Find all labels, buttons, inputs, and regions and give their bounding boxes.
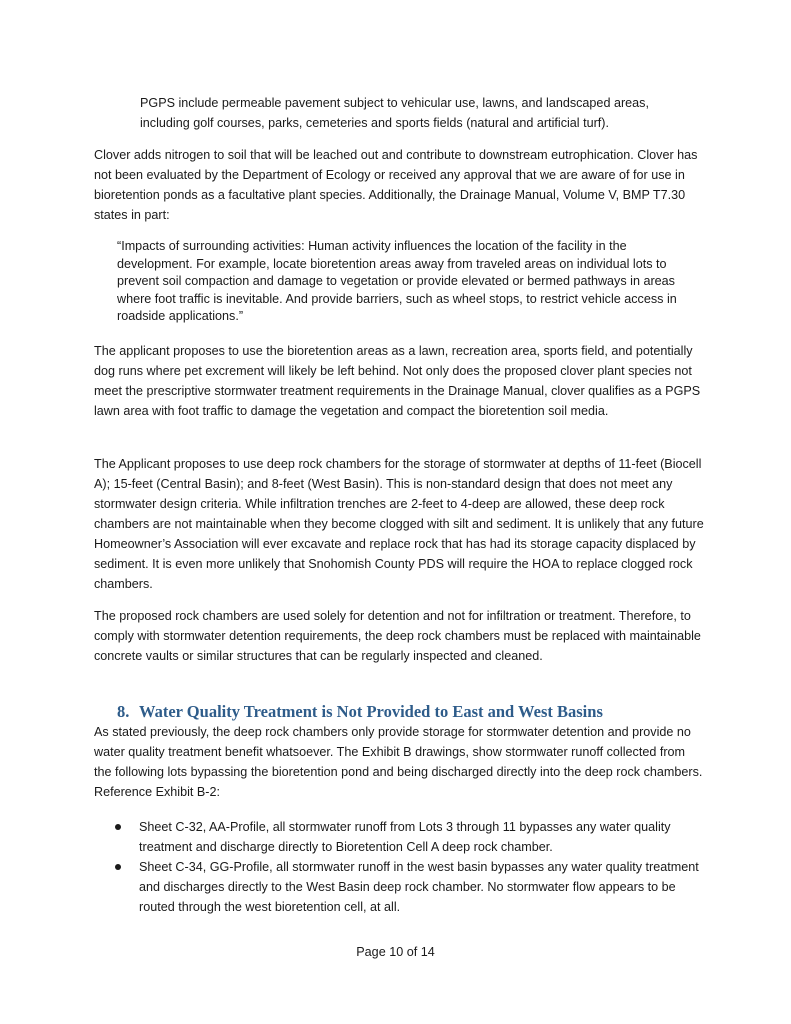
list-item <box>113 817 713 857</box>
rock-chambers-paragraph: The Applicant proposes to use deep rock chambers for the storage of stormwater at depths of 11-feet (Biocell A); 15-feet (Central Basin); and 8-feet (West Basin). This is non-standard design that does not meet any stormwater design criteria. While infiltration trenches are 2-feet to 4-deep are allowed, these deep rock chambers are not maintainable when they become clogged with silt and sediment. It is unlikely that any future Homeowner’s Association will ever excavate and replace rock that has had its storage capacity displaced by sediment. It is even more unlikely that Snohomish County PDS will require the HOA to replace clogged rock chambers. <box>94 457 704 591</box>
bullet-icon <box>115 824 121 830</box>
drainage-manual-quote: “Impacts of surrounding activities: Human activity influences the location of the facility in the development. For example, locate bioretention areas away from traveled areas on individual lots to prevent soil compaction and damage to vegetation or provide elevated or bermed pathways in areas where foot traffic is inevitable. And provide barriers, such as wheel stops, to restrict vehicle access in roadside applications.” <box>117 239 677 323</box>
section-intro-paragraph: As stated previously, the deep rock chambers only provide storage for stormwater detention and provide no water quality treatment benefit whatsoever. The Exhibit B drawings, show stormwater runoff collected from the following lots bypassing the bioretention pond and being discharged directly into the deep rock chambers. Reference Exhibit B-2: <box>94 725 703 799</box>
section-title: Water Quality Treatment is Not Provided to East and West Basins <box>139 702 603 721</box>
detention-paragraph: The proposed rock chambers are used solely for detention and not for infiltration or treatment. Therefore, to comply with stormwater detention requirements, the deep rock chambers must be replaced with maintainable concrete vaults or similar structures that can be regularly inspected and cleaned. <box>94 609 701 663</box>
clover-paragraph: Clover adds nitrogen to soil that will be leached out and contribute to downstream eutrophication. Clover has not been evaluated by the Department of Ecology or received any approval that we are aware of for use in bioretention ponds as a facultative plant species. Additionally, the Drainage Manual, Volume V, BMP T7.30 states in part: <box>94 148 698 222</box>
pgps-definition-quote: PGPS include permeable pavement subject to vehicular use, lawns, and landscaped areas, including golf courses, parks, cemeteries and sports fields (natural and artificial turf). <box>140 96 649 130</box>
page-number: Page 10 of 14 <box>356 945 435 959</box>
section-number: 8. <box>117 702 130 721</box>
bypass-list <box>113 817 713 917</box>
list-item-text: Sheet C-34, GG-Profile, all stormwater runoff in the west basin bypasses any water quality treatment and discharges directly to the West Basin deep rock chamber. No stormwater flow appears to be routed through the west bioretention cell, at all. <box>139 860 699 914</box>
list-item <box>113 857 713 917</box>
list-item-text: Sheet C-32, AA-Profile, all stormwater runoff from Lots 3 through 11 bypasses any water quality treatment and discharge directly to Bioretention Cell A deep rock chamber. <box>139 820 671 854</box>
bullet-icon <box>115 864 121 870</box>
lawn-use-paragraph: The applicant proposes to use the bioretention areas as a lawn, recreation area, sports field, and potentially dog runs where pet excrement will likely be left behind. Not only does the proposed clover plant species not meet the prescriptive stormwater treatment requirements in the Drainage Manual, clover qualifies as a PGPS lawn area with foot traffic to damage the vegetation and compact the bioretention soil media. <box>94 344 701 418</box>
section-heading <box>117 701 603 723</box>
